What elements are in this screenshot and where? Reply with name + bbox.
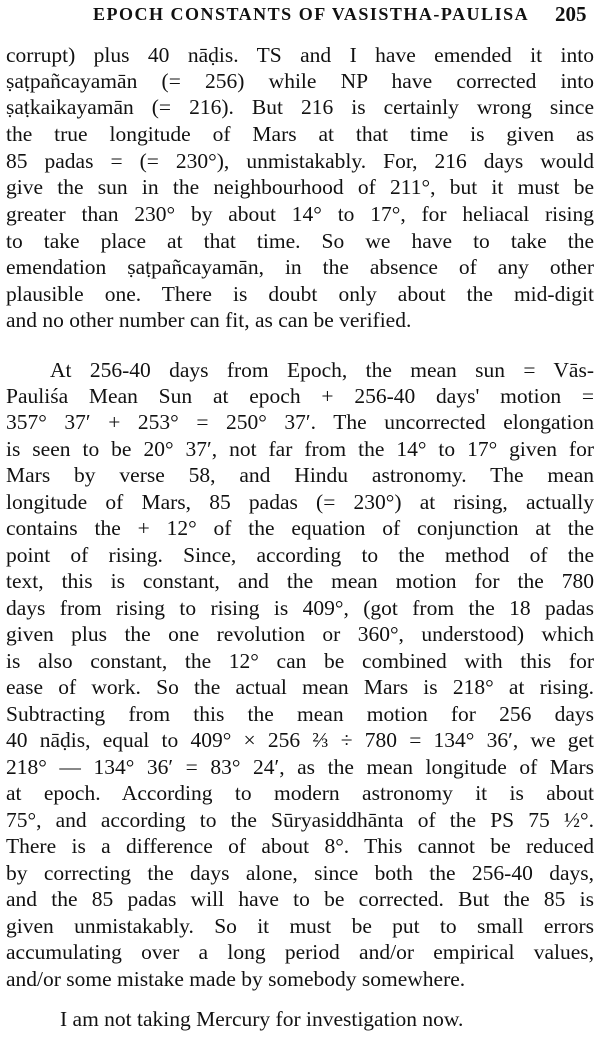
running-title: EPOCH CONSTANTS OF VASISTHA-PAULISA	[93, 4, 530, 24]
text-line: given plus the one revolution or 360°, understood) which	[6, 622, 594, 646]
text-line: greater than 230° by about 14° to 17°, for heliacal rising	[6, 202, 594, 226]
text-line: ṣaṭkaikayamān (= 216). But 216 is certainly wrong since	[6, 95, 594, 119]
text-line: 75°, and according to the Sūryasiddhānta of the PS 75 ½°.	[6, 808, 594, 832]
text-line: emendation ṣaṭpañcayamān, in the absence of any other	[6, 255, 594, 279]
text-line: days from rising to rising is 409°, (got from the 18 padas	[6, 596, 594, 620]
text-line: at epoch. According to modern astronomy it is about	[6, 781, 594, 805]
text-line: and the 85 padas will have to be corrected. But the 85 is	[6, 887, 594, 911]
text-line: to take place at that time. So we have to take the	[6, 229, 594, 253]
text-line: ease of work. So the actual mean Mars is 218° at rising.	[6, 675, 594, 699]
text-line: ṣaṭpañcayamān (= 256) while NP have corrected into	[6, 69, 594, 93]
text-line: accumulating over a long period and/or empirical values,	[6, 940, 594, 964]
text-line: There is a difference of about 8°. This cannot be reduced	[6, 834, 594, 858]
text-line: 357° 37′ + 253° = 250° 37′. The uncorrected elongation	[6, 410, 594, 434]
text-line: contains the + 12° of the equation of conjunction at the	[6, 516, 594, 540]
text-line: plausible one. There is doubt only about the mid-digit	[6, 282, 594, 306]
text-line: give the sun in the neighbourhood of 211°, but it must be	[6, 175, 594, 199]
text-line: the true longitude of Mars at that time is given as	[6, 122, 594, 146]
text-line: 218° — 134° 36′ = 83° 24′, as the mean longitude of Mars	[6, 755, 594, 779]
text-line: At 256-40 days from Epoch, the mean sun = Vās-	[50, 358, 594, 382]
closing-line: I am not taking Mercury for investigation now.	[60, 1007, 464, 1031]
text-line: Mars by verse 58, and Hindu astronomy. The mean	[6, 463, 594, 487]
text-line: 40 nāḍis, equal to 409° × 256 ⅔ ÷ 780 = 134° 36′, we get	[6, 728, 594, 752]
page-header	[0, 0, 600, 40]
text-line: 85 padas = (= 230°), unmistakably. For, 216 days would	[6, 149, 594, 173]
text-line: is seen to be 20° 37′, not far from the 14° to 17° given for	[6, 437, 594, 461]
text-line: and/or some mistake made by somebody somewhere.	[6, 967, 466, 991]
text-line: corrupt) plus 40 nāḍis. TS and I have emended it into	[6, 43, 594, 67]
text-line: text, this is constant, and the mean motion for the 780	[6, 569, 594, 593]
page-number: 205	[555, 2, 587, 26]
text-line: point of rising. Since, according to the method of the	[6, 543, 594, 567]
text-line: and no other number can fit, as can be verified.	[6, 308, 412, 332]
text-line: by correcting the days alone, since both the 256-40 days,	[6, 861, 594, 885]
text-line: is also constant, the 12° can be combined with this for	[6, 649, 594, 673]
text-line: longitude of Mars, 85 padas (= 230°) at rising, actually	[6, 490, 594, 514]
text-line: Subtracting from this the mean motion for 256 days	[6, 702, 594, 726]
text-line: given unmistakably. So it must be put to small errors	[6, 914, 594, 938]
text-line: Pauliśa Mean Sun at epoch + 256-40 days' motion =	[6, 384, 594, 408]
